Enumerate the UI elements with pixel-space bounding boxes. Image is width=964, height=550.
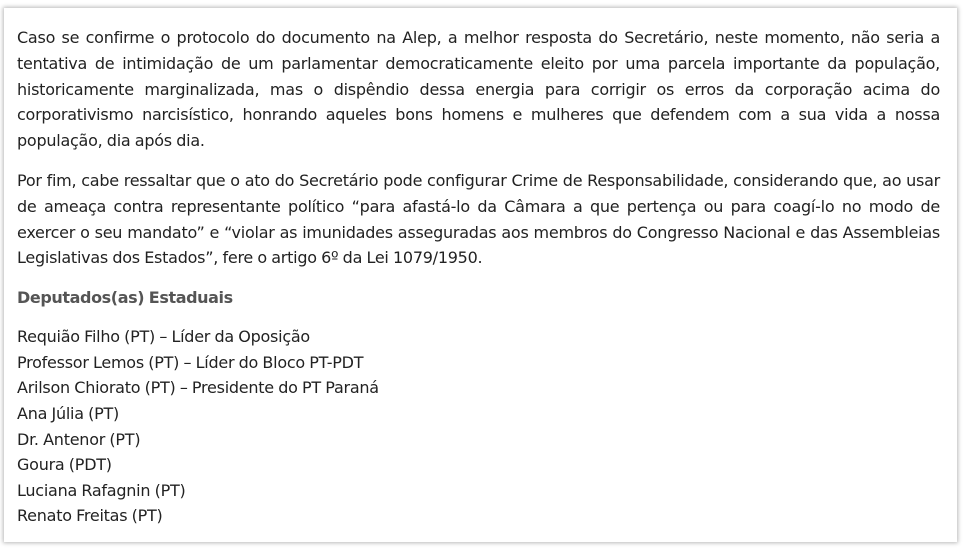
list-item: Goura (PDT) <box>17 455 112 475</box>
list-item: Arilson Chiorato (PT) – Presidente do PT Paraná <box>17 378 379 398</box>
article-paragraph: Caso se confirme o protocolo do documento na Alep, a melhor resposta do Secretário, neste momento, não seria a tentativa de intimidação de um parlamentar democraticamente eleito por uma parcela importante da população, historicamente marginalizada, mas o dispêndio dessa energia para corrigir os erros da corporação acima do corporativismo narcisístico, honrando aqueles bons homens e mulheres que defendem com a sua vida a nossa população, dia após dia. <box>17 28 940 151</box>
list-item: Ana Júlia (PT) <box>17 403 120 423</box>
member-list <box>17 324 940 529</box>
article-card <box>4 8 957 542</box>
section-heading: Deputados(as) Estaduais <box>17 288 233 308</box>
list-item: Luciana Rafagnin (PT) <box>17 480 186 500</box>
list-item: Professor Lemos (PT) – Líder do Bloco PT-PDT <box>17 352 364 372</box>
article-paragraph: Por fim, cabe ressaltar que o ato do Secretário pode configurar Crime de Responsabilidade, considerando que, ao usar de ameaça contra representante político “para afastá-lo da Câmara a que pertença ou para coagí-lo no modo de exercer o seu mandato” e “violar as imunidades asseguradas aos membros do Congresso Nacional e das Assembleias Legislativas dos Estados”, fere o artigo 6º da Lei 1079/1950. <box>17 170 940 268</box>
article-content <box>17 25 940 529</box>
list-item: Dr. Antenor (PT) <box>17 429 141 449</box>
list-item: Requião Filho (PT) – Líder da Oposição <box>17 327 310 347</box>
list-item: Renato Freitas (PT) <box>17 506 163 526</box>
